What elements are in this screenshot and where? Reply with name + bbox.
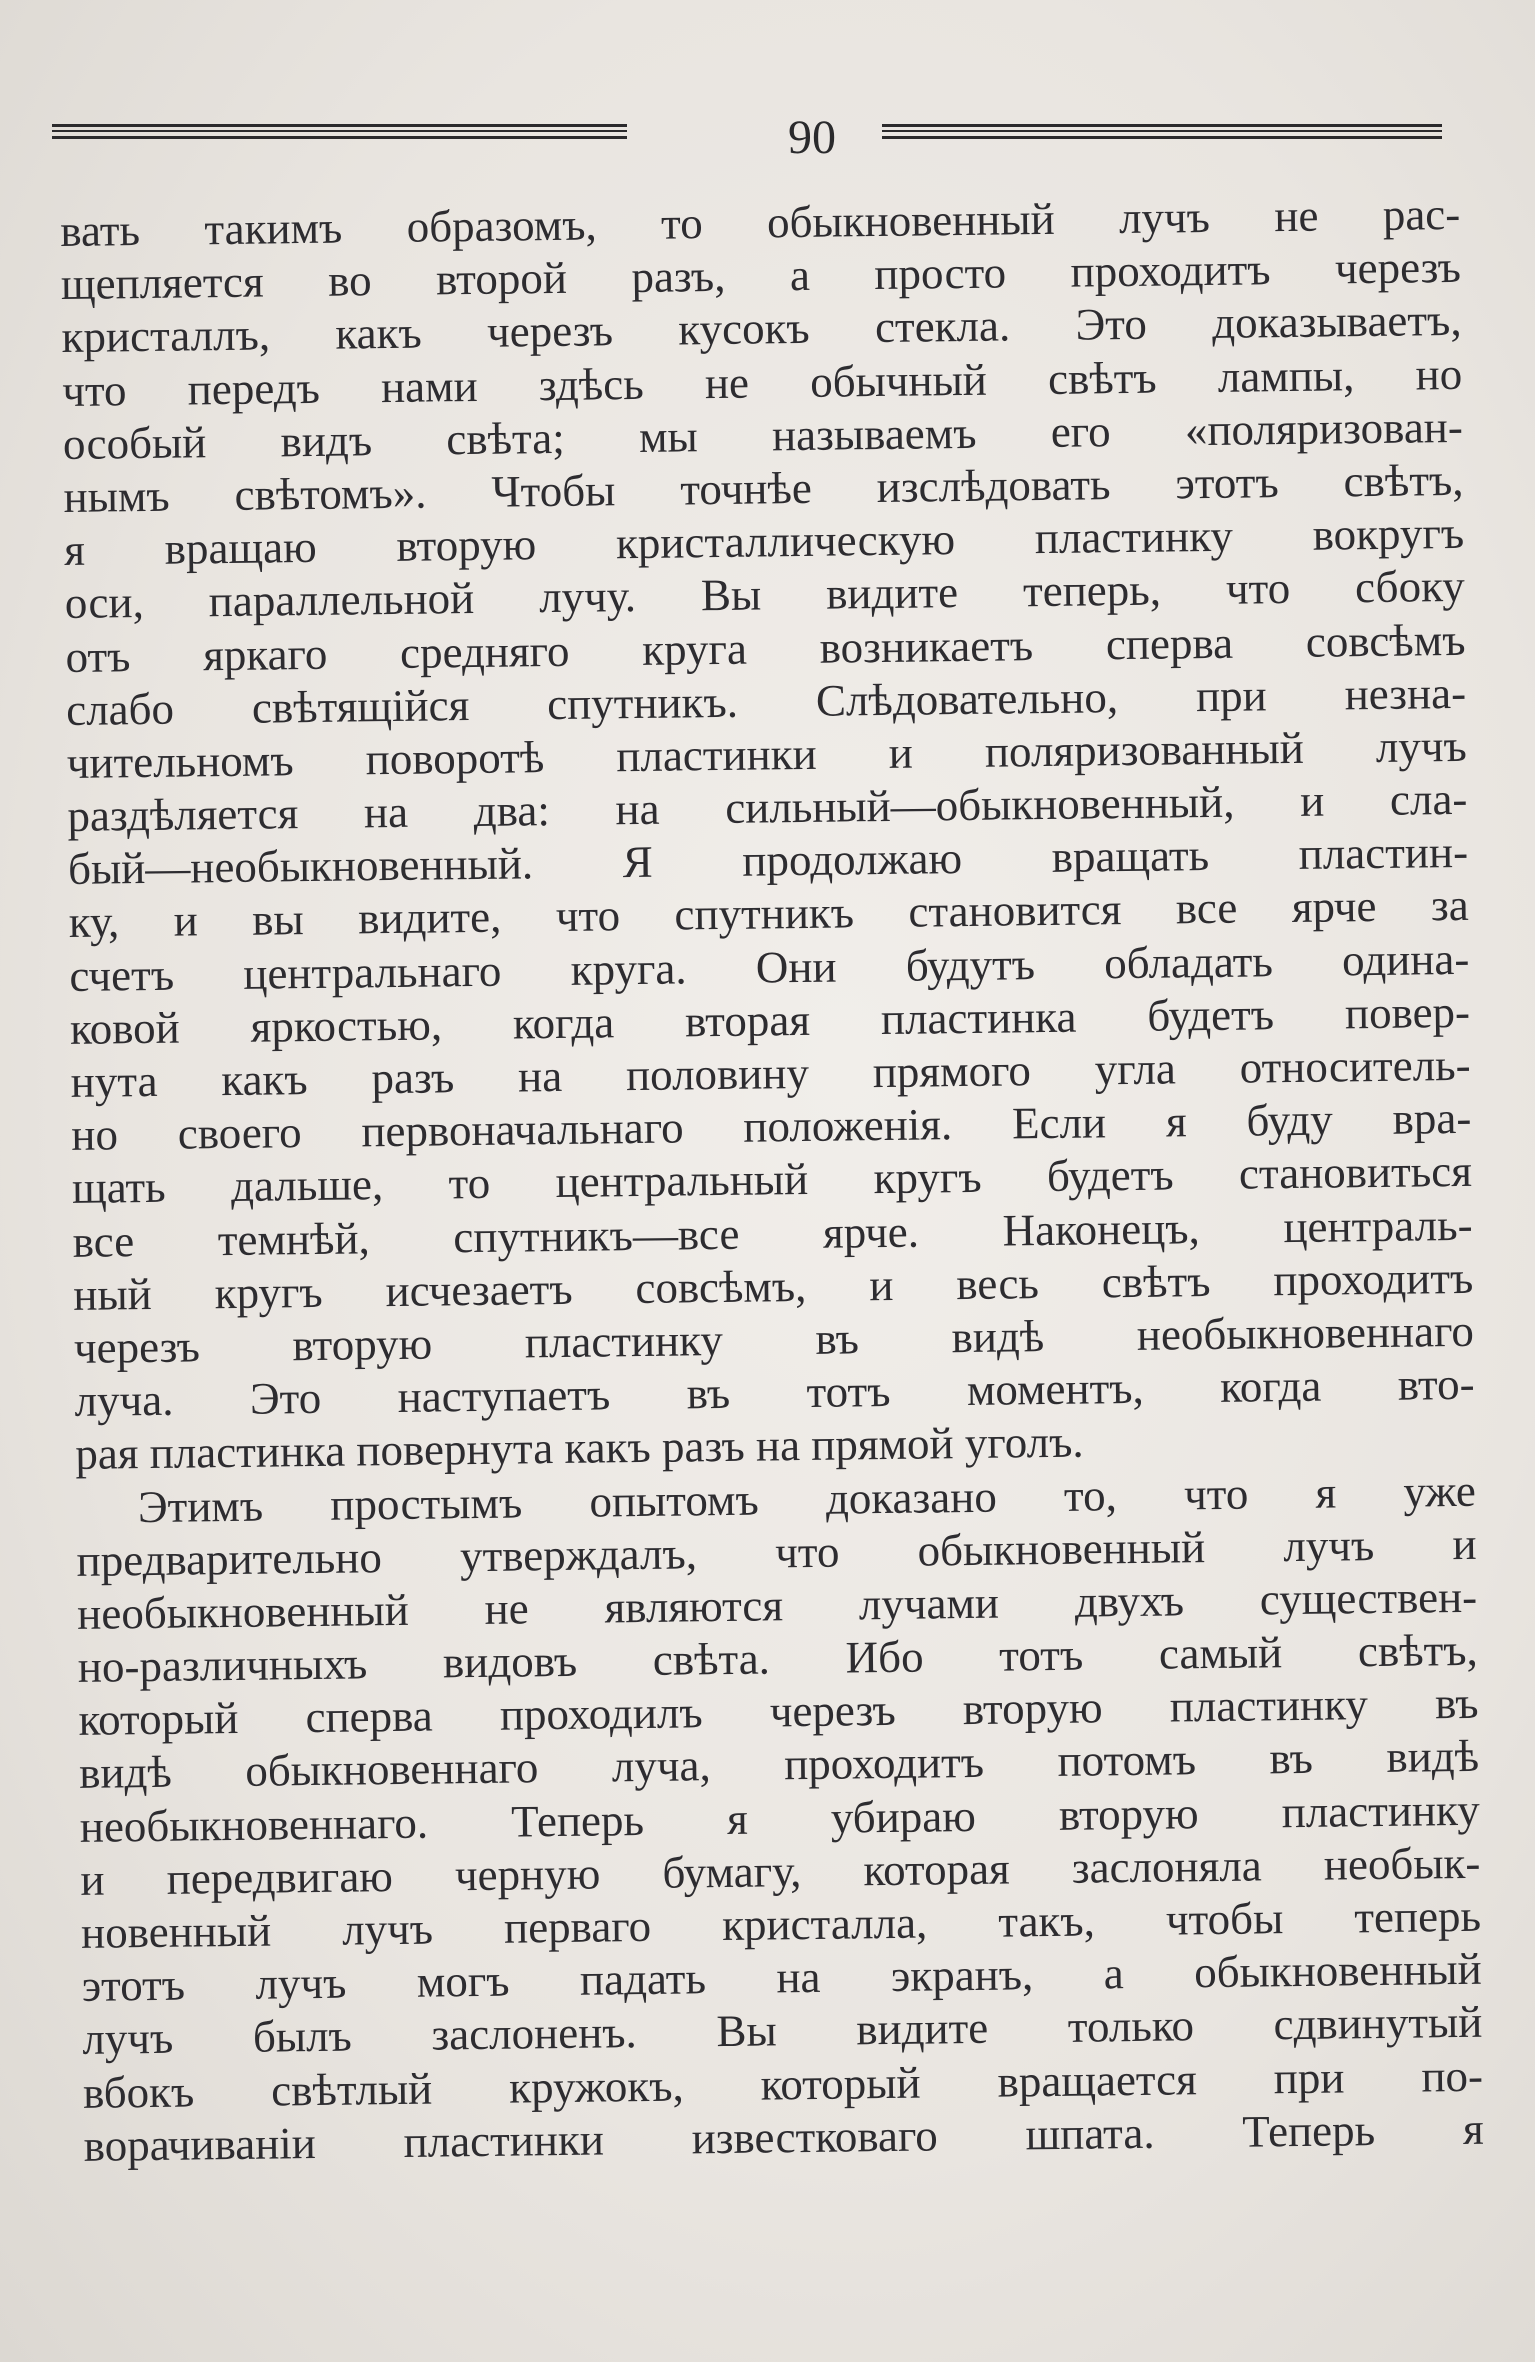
- text-line: кристаллъ, какъ черезъ кусокъ стекла. Это доказываетъ,: [61, 295, 1462, 363]
- text-line: новенный лучъ перваго кристалла, такъ, чтобы теперь: [80, 1890, 1482, 1958]
- text-line: вбокъ свѣтлый кружокъ, который вращается при по-: [82, 2050, 1484, 2118]
- text-line: необыкновенный не являются лучами двухъ существен-: [76, 1571, 1478, 1639]
- text-line: и передвигаю черную бумагу, которая заслоняла необык-: [80, 1837, 1481, 1905]
- page-header: [52, 108, 1442, 168]
- body-text: [60, 188, 1484, 2173]
- text-line: но своего первоначальнаго положенiя. Если я буду вра-: [71, 1093, 1472, 1161]
- text-line: видѣ обыкновеннаго луча, проходитъ потомъ въ видѣ: [78, 1731, 1480, 1799]
- text-line: луча. Это наступаетъ въ тотъ моментъ, когда вто-: [74, 1358, 1475, 1427]
- header-rule-right: [882, 124, 1442, 140]
- text-line: щать дальше, то центральный кругъ будетъ становиться: [71, 1146, 1473, 1214]
- text-line: ковой яркостью, когда вторая пластинка будетъ повер-: [69, 986, 1471, 1054]
- text-line: который сперва проходилъ черезъ вторую пластинку въ: [78, 1678, 1479, 1746]
- text-line: отъ яркаго средняго круга возникаетъ сперва совсѣмъ: [65, 614, 1466, 682]
- page-number: 90: [788, 111, 836, 164]
- text-line: этотъ лучъ могъ падать на экранъ, а обыкновенный: [81, 1943, 1482, 2012]
- text-line: Этимъ простымъ опытомъ доказано то, что я уже: [137, 1465, 1477, 1532]
- text-line: ку, и вы видите, что спутникъ становится все ярче за: [68, 880, 1469, 948]
- text-line: чительномъ поворотѣ пластинки и поляризованный лучъ: [66, 720, 1468, 788]
- text-line: необыкновеннаго. Теперь я убираю вторую пластинку: [79, 1784, 1481, 1852]
- text-line: ный кругъ исчезаетъ совсѣмъ, и весь свѣтъ проходитъ: [73, 1252, 1474, 1320]
- text-line: предварительно утверждалъ, что обыкновенный лучъ и: [76, 1518, 1477, 1586]
- text-line: особый видъ свѣта; мы называемъ его «поляризован-: [62, 401, 1464, 469]
- header-rule-left: [52, 124, 627, 140]
- text-line: счетъ центральнаго круга. Они будутъ обладать одина-: [69, 933, 1470, 1001]
- text-line: я вращаю вторую кристаллическую пластинку вокругъ: [63, 507, 1465, 576]
- text-line: раздѣляется на два: на сильный—обыкновенный, и сла-: [67, 773, 1468, 842]
- text-line: ворачиванiи пластинки известковаго шпата. Теперь я: [83, 2103, 1484, 2171]
- text-line: что передъ нами здѣсь не обычный свѣтъ лампы, но: [61, 348, 1463, 416]
- text-line: все темнѣй, спутникъ—все ярче. Наконецъ, централь-: [72, 1199, 1473, 1267]
- text-line: черезъ вторую пластинку въ видѣ необыкновеннаго: [73, 1305, 1475, 1373]
- text-line: нымъ свѣтомъ». Чтобы точнѣе изслѣдовать этотъ свѣтъ,: [63, 454, 1464, 522]
- text-line: оси, параллельной лучу. Вы видите теперь, что сбоку: [64, 561, 1466, 629]
- text-line: щепляется во второй разъ, а просто проходитъ черезъ: [60, 242, 1462, 310]
- text-line: слабо свѣтящiйся спутникъ. Слѣдовательно, при незна-: [65, 667, 1467, 735]
- text-line: рая пластинка повернута какъ разъ на прямой уголъ.: [74, 1416, 1084, 1480]
- text-line: но-различныхъ видовъ свѣта. Ибо тотъ самый свѣтъ,: [77, 1624, 1479, 1692]
- text-line: лучъ былъ заслоненъ. Вы видите только сдвинутый: [82, 1997, 1483, 2065]
- text-line: бый—необыкновенный. Я продолжаю вращать пластин-: [67, 827, 1469, 895]
- text-line: вать такимъ образомъ, то обыкновенный лучъ не рас-: [60, 188, 1461, 256]
- text-line: нута какъ разъ на половину прямого угла относитель-: [70, 1039, 1471, 1107]
